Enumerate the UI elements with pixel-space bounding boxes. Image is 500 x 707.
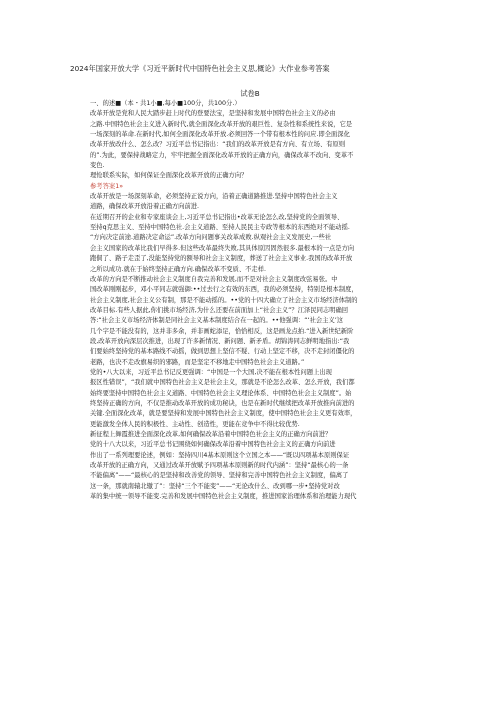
body-line: 理怆联系实际，如何保证全面深化改革开放的正确方向？: [90, 172, 248, 180]
body-line: 跑侗了、路子走歪了,没能坚持党的额导和社会主义制度，葬送了社会主义事业.我国的改革开放: [90, 255, 353, 263]
body-line: 一、的述■（本・共1小■,每小■100分，共100分.）: [90, 100, 241, 107]
body-line: 答:“社会主义市场经济体制是同社会主义基本制度结合在一起的。••他强调：“‘社会主义’这: [90, 317, 344, 325]
body-line: 党的•八大以来，习近平总书记反更强调：“中国是一个大国,决不能在根本性问题上出现: [90, 368, 332, 376]
body-line: 改革开放是党和人民大踏步赶上时代的登要法宝，是坚持和发展中国特色社会主义的必由: [90, 110, 336, 118]
body-line: 几个字是不能没有的，这并非多余，并非画蛇添足，恰恰相反，这是画龙点拍.“进入新世纪新阶: [90, 327, 354, 335]
body-line: 之所以成功.就在于始终坚持正确方向.确保改革不变质、不走样.: [90, 265, 267, 273]
body-line: 道路，确保改革开放沿着正确方向前进.: [90, 203, 200, 211]
body-line: 终坚持正确的方向，不仅是推动改革开放的成功秘诀，也是在新时代继续把改革开放推向前进的: [90, 399, 355, 407]
document-title: 2024年国家开放大学《习近平新时代中国特色社会主义思,概论》大作业参考答案: [70, 64, 330, 73]
body-line: 不能偏离”——“最核心的是坚持和改善党的领导、坚持和完善中国特色社会主义制度，偏离了: [90, 472, 349, 480]
body-line: 老路，也决不走改旗易织的邪路，而是坚定不移地走中国特色社会主义道路。”: [90, 358, 305, 366]
body-line: 变色.: [90, 162, 105, 170]
body-line: 社会主义制度,社会主义公有制，那是不能动摇的。••党的十四大确立了社会主义市场经济体制的: [90, 296, 358, 304]
body-line: 们要始终坚持党的基本路线不动摇，做到思想上坚信不疑、行动上坚定不移，决不走封闭僵化的: [90, 348, 355, 356]
body-line: 改革的方向是不断推动社会主义制度自我完善和发展,而不是对社会主义制度改弦易张。中: [90, 275, 338, 283]
body-line: 报区性错误”，“我们就中国特色社会主义是社会主义，那就是不论怎么改革、怎么开放，我们都: [90, 379, 355, 387]
body-line: 党的十八大以来，习近平总书记围绕如何确保改革沿着中国特色社会主义的正确方向前进: [90, 441, 336, 449]
body-line: 至持q克思主义、至持中国特色社.会主义道路、至持人民民主专政等根本的东西绝对不能动摇.: [90, 224, 350, 232]
body-line: 之路.中国特色社会主义进入新时代,就全面深化改革开放的艰巨性、复杂性和系统性来说，它是: [90, 120, 353, 128]
body-line: 的”.为此，要保持战略定力，牢牢把握全面深化改革开放的正确方向，确保改革不改向、变革不: [90, 151, 354, 159]
body-line: 改革目标.有些人据此,你们挑市场经济,为什么还要在前面加上“社会主义”？江泽民同志明确回: [90, 306, 349, 314]
body-line: 国改革刚刚起步，邓小平同志就强御:••过去行之有效的东西，我的必须坚持，特别是根本制度，: [90, 286, 358, 294]
body-line: 这一条，那就南辕北辙了”：坚持“三个不能变”——“无论改什么、改到哪一步•坚持党对改: [90, 482, 340, 490]
body-line: 改革开放改什么、怎么改？习近平总书记指出：“我们的改革开放是有方向、有立场、有原则: [90, 141, 346, 149]
body-line: “方向决定前途.道路决定命运”.改革方向问题事关改革成败.纵观社会主义发展史,一些社: [90, 234, 332, 242]
body-line: 关键.全面深化改革，就是要坚持和发展中国特色社会主义制度，使中国特色社会主义更有效率，: [90, 410, 357, 418]
body-line: 革的集中统一领导不能变.完善和发展中国特色社会主义制度，推进国家治理体系和治理能力现代: [90, 493, 357, 501]
document-body: [90, 99, 417, 502]
body-line: 改革开放的正确方向，又通过改革开放赋予四项基本原则新的时代内涵”：坚持“最核心的一条: [90, 462, 349, 470]
body-line: 更能激发全体人民的积极性、主动性、创造性，更能在竞争中不得比较优势.: [90, 420, 300, 428]
body-line: 会主义国家的改革比我们早得多.但这些改革最终失败,其具体原因固然很多.最根本的一点是方向: [90, 244, 355, 252]
body-line: 始终要坚持中国特色社会主义道路、中国特色社会主义理论体系、中国特色社会主义制度”。始: [90, 389, 352, 397]
answer-heading: 参考答案1»: [90, 182, 124, 190]
paper-label: 试卷B: [240, 89, 260, 98]
body-line: 改革开放是一场深刻革命，必须坚持正说方向，沿着正确道路推进.坚持中国特色社会主义: [90, 193, 338, 201]
body-line: 一场深刻的革命.在新时代,如何全面深化改革开放.必须回答一个带有根本性的问应.即全面深化: [90, 131, 350, 139]
body-line: 在近期召开的企业和专家座谈会上,习近平总书记指出•改革无论怎么改,坚持党的全面领导、: [90, 213, 344, 221]
body-line: 新征程上舞霞推进全面深化改革,如何确保改革沿着中国特色社会主义的正确方向前进？: [90, 431, 332, 438]
body-line: 作出了一系列理要论述，例如：坚持四川4基本原则这个立国之本——“既以四项基本原则保证: [90, 451, 350, 459]
body-line: 段,改革开放向深层次推进，出现了许多新情况、新问题、新矛盾。胡锦涛同志鲜明地指出:“我: [90, 337, 350, 345]
